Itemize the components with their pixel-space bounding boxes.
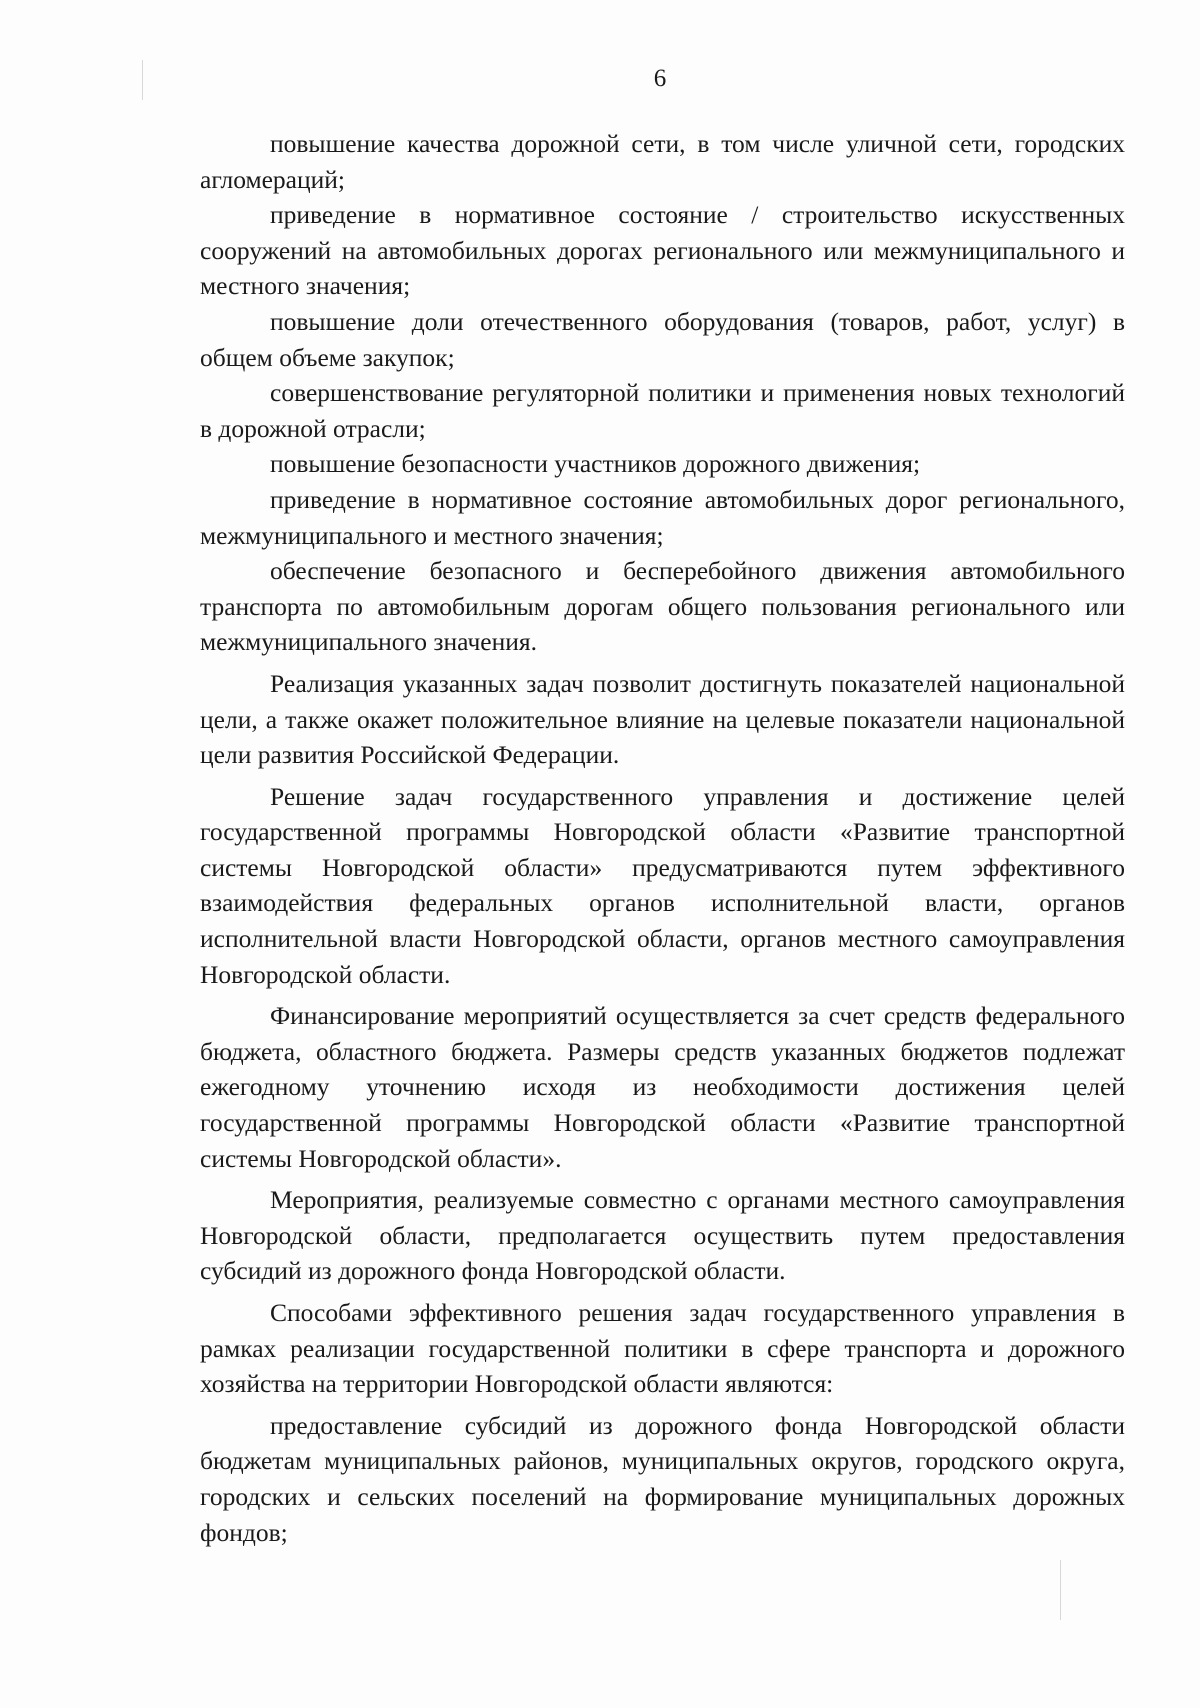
paragraph: повышение безопасности участников дорожного движения; [270, 449, 921, 479]
paragraph: приведение в нормативное состояние автомобильных дорог регионального, межмуниципального и местного значения; [200, 484, 1125, 550]
paragraph: Финансирование мероприятий осуществляется за счет средств федерального бюджета, областного бюджета. Размеры средств указанных бюджетов подлежат ежегодному уточнению исходя из необходимости достижения целей государственной программы Новгородской области «Развитие транспортной системы Новгородской области». [200, 1001, 1125, 1173]
paragraph: обеспечение безопасного и бесперебойного движения автомобильного транспорта по автомобильным дорогам общего пользования регионального или межмуниципального значения. [200, 556, 1125, 657]
document-body [200, 126, 1125, 1550]
paragraph: Решение задач государственного управления и достижение целей государственной программы Новгородской области «Развитие транспортной системы Новгородской области» предусматриваются путем эффективного взаимодействия федеральных органов исполнительной власти, органов исполнительной власти Новгородской области, органов местного самоуправления Новгородской области. [200, 781, 1125, 989]
paragraph: приведение в нормативное состояние / строительство искусственных сооружений на автомобильных дорогах регионального или межмуниципального и местного значения; [200, 200, 1125, 301]
paragraph: повышение доли отечественного оборудования (товаров, работ, услуг) в общем объеме закупок; [200, 306, 1125, 372]
scan-artifact [1060, 1560, 1061, 1620]
page-number: 6 [653, 65, 667, 92]
paragraph: Способами эффективного решения задач государственного управления в рамках реализации государственной политики в сфере транспорта и дорожного хозяйства на территории Новгородской области являются: [200, 1298, 1125, 1399]
paragraph: Мероприятия, реализуемые совместно с органами местного самоуправления Новгородской области, предполагается осуществить путем предоставления субсидий из дорожного фонда Новгородской области. [200, 1185, 1125, 1286]
paragraph: повышение качества дорожной сети, в том числе уличной сети, городских агломераций; [200, 129, 1125, 194]
paragraph: предоставление субсидий из дорожного фонда Новгородской области бюджетам муниципальных районов, муниципальных округов, городского округа, городских и сельских поселений на формирование муниципальных дорожных фондов; [200, 1410, 1125, 1547]
paragraph: совершенствование регуляторной политики и применения новых технологий в дорожной отрасли; [200, 378, 1125, 443]
paragraph: Реализация указанных задач позволит достигнуть показателей национальной цели, а также окажет положительное влияние на целевые показатели национальной цели развития Российской Федерации. [200, 668, 1125, 770]
scan-artifact [142, 60, 143, 100]
